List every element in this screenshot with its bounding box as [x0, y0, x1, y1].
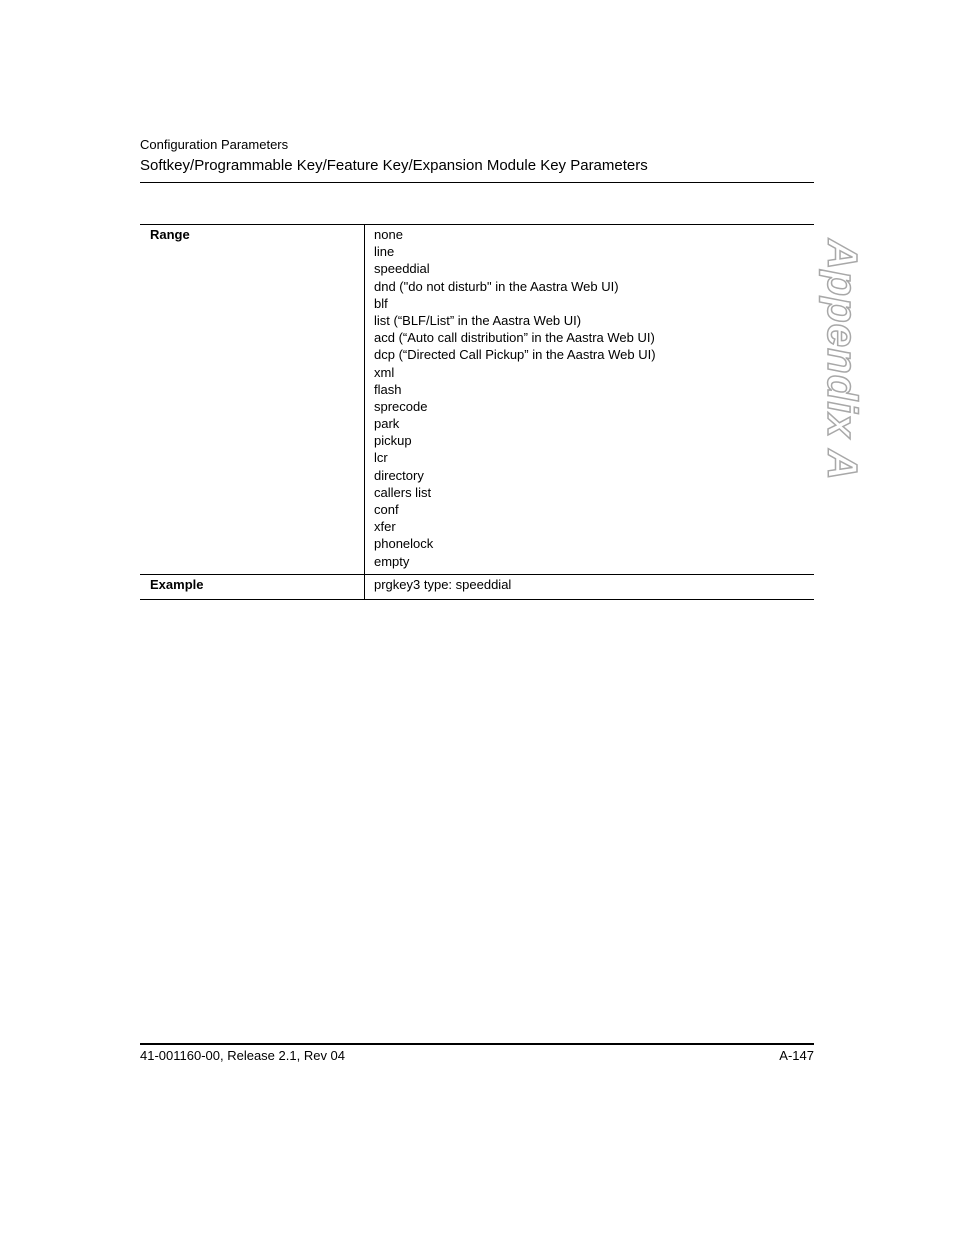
list-item: line — [374, 244, 395, 260]
list-item: list (“BLF/List” in the Aastra Web UI) — [374, 312, 582, 328]
footer-document-id: 41-001160-00, Release 2.1, Rev 04 — [140, 1048, 346, 1063]
section-label: Configuration Parameters — [140, 137, 289, 152]
subsection-title: Softkey/Programmable Key/Feature Key/Expansion Module Key Parameters — [140, 157, 648, 174]
list-item: acd (“Auto call distribution” in the Aastra Web UI) — [374, 330, 655, 346]
list-item: lcr — [374, 450, 388, 466]
range-label: Range — [140, 225, 365, 575]
parameter-table — [140, 224, 814, 600]
list-item: xml — [374, 364, 395, 380]
range-list — [374, 226, 814, 570]
appendix-side-tab — [812, 239, 872, 481]
list-item: blf — [374, 295, 388, 311]
list-item: pickup — [374, 433, 412, 449]
list-item: dcp (“Directed Call Pickup” in the Aastra Web UI) — [374, 347, 656, 363]
page-header — [140, 137, 814, 175]
list-item: xfer — [374, 519, 396, 535]
header-divider — [140, 182, 814, 183]
footer-page-number: A-147 — [779, 1048, 814, 1063]
appendix-label: Appendix A — [819, 239, 866, 481]
list-item: empty — [374, 553, 410, 569]
table-row-example — [140, 574, 814, 599]
list-item: park — [374, 416, 400, 432]
list-item: sprecode — [374, 398, 428, 414]
range-values — [365, 225, 815, 575]
list-item: dnd ("do not disturb" in the Aastra Web UI) — [374, 278, 619, 294]
list-item: none — [374, 227, 403, 242]
list-item: phonelock — [374, 536, 434, 552]
footer-divider — [140, 1043, 814, 1045]
table-row-range — [140, 225, 814, 575]
example-label: Example — [140, 574, 365, 599]
list-item: conf — [374, 502, 399, 517]
example-value: prgkey3 type: speeddial — [365, 574, 815, 599]
list-item: directory — [374, 467, 424, 483]
list-item: flash — [374, 381, 402, 397]
list-item: callers list — [374, 484, 432, 500]
list-item: speeddial — [374, 261, 430, 277]
